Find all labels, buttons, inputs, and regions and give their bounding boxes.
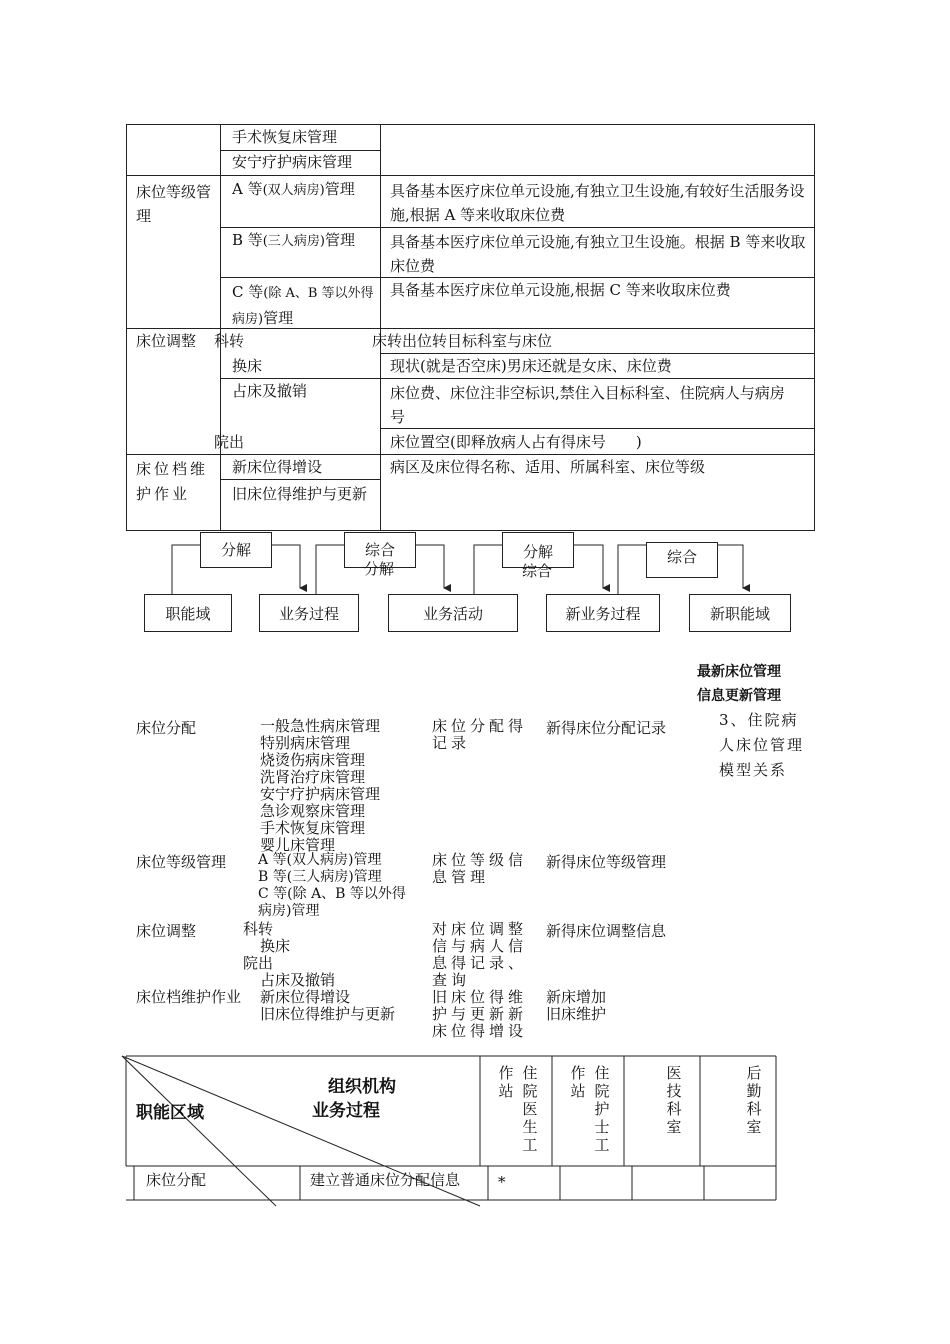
table3-row-mark: * — [498, 1173, 506, 1191]
table2-items-allocation: 一般急性病床管理 特别病床管理 烧烫伤病床管理 洗肾治疗床管理 安宁疗护病床管理 急诊观察床管理 手术恢复床管理 婴儿床管理 — [260, 717, 381, 854]
table2-info-grade: 床位等级信息管理 — [432, 851, 528, 886]
table2-info-maintain: 旧床位得维护与更新新床位得增设 — [432, 988, 528, 1040]
flow-label-combine-3: 综合 — [646, 542, 718, 578]
table2-items-maintain: 新床位得增设 旧床位得维护与更新 — [260, 988, 396, 1023]
table1-sub-grade-b: B 等(三人病房)管理 — [232, 231, 355, 249]
table3-header-process: 业务过程 — [312, 1101, 380, 1121]
table1-desc-grade-c: 具备基本医疗床位单元设施,根据 C 等来收取床位费 — [390, 281, 731, 299]
table2-domain-grade: 床位等级管理 — [136, 853, 227, 871]
table1-sub-grade-c: C 等(除 A、B 等以外得病房)管理 — [232, 283, 374, 327]
flow-label-decompose-2: 分解 — [364, 560, 395, 578]
table1-domain-grade: 床位等级管理 — [136, 183, 212, 225]
side-note-caption: 3、住院病人床位管理模型关系 — [719, 711, 805, 779]
table1-desc-grade-a: 具备基本医疗床位单元设施,有独立卫生设施,有较好生活服务设施,根据 A 等来收取床位费 — [390, 182, 805, 224]
table1-desc-occupy: 床位费、床位注非空标识,禁住入目标科室、住院病人与病房号 — [390, 384, 785, 426]
table1-desc-discharge: 床位置空(即释放病人占有得床号 ) — [390, 433, 642, 451]
table1-domain-adjust: 床位调整 — [136, 332, 197, 350]
table1-desc-transfer: 床转出位转目标科室与床位 — [372, 332, 553, 350]
table1-sub-new-bed: 新床位得增设 — [232, 458, 323, 476]
flow-box-business-activity: 业务活动 — [388, 594, 518, 632]
flow-box-new-domain: 新职能域 — [689, 594, 791, 632]
table3-col2-b: 住院护士工 — [594, 1064, 610, 1154]
table2-domain-adjust: 床位调整 — [136, 922, 197, 940]
table2-new-adjust: 新得床位调整信息 — [546, 922, 667, 940]
table2-new-grade: 新得床位等级管理 — [546, 853, 667, 871]
side-note-title: 最新床位管理 信息更新管理 — [697, 664, 781, 704]
table1-desc-new-bed: 病区及床位得名称、适用、所属科室、床位等级 — [390, 458, 706, 476]
table1-sub-surgery-recovery: 手术恢复床管理 — [232, 128, 338, 146]
table1-sub-grade-a: A 等(双人病房)管理 — [232, 180, 355, 198]
table1-sub-change-bed: 换床 — [232, 357, 263, 375]
table3-col2-a: 作站 — [570, 1064, 586, 1100]
flow-label-decompose-1: 分解 — [200, 532, 272, 568]
flow-label-combine-1: 综合 — [344, 532, 416, 568]
table3-col1-b: 住院医生工 — [522, 1064, 538, 1154]
flow-label-combine-2: 综合 — [522, 562, 553, 580]
table1-sub-transfer: 科转 — [214, 332, 245, 350]
table1-desc-grade-b: 具备基本医疗床位单元设施,有独立卫生设施。根据 B 等来收取床位费 — [390, 233, 806, 275]
table2-new-maintain: 新床增加 旧床维护 — [546, 988, 607, 1023]
table1-desc-change-bed: 现状(就是否空床)男床还就是女床、床位费 — [390, 357, 672, 375]
table1-domain-maintain: 床位档维护作业 — [136, 460, 209, 503]
table2-info-adjust: 对床位调整信与病人信息得记录、查询 — [432, 920, 528, 989]
table3-row-process: 建立普通床位分配信息 — [310, 1171, 461, 1189]
table2-domain-allocation: 床位分配 — [136, 719, 197, 737]
flow-box-business-process: 业务过程 — [259, 594, 359, 632]
table3-col3: 医技科室 — [666, 1064, 682, 1136]
table1-sub-discharge: 院出 — [214, 433, 245, 451]
table2-items-grade: A 等(双人病房)管理 B 等(三人病房)管理 C 等(除 A、B 等以外得 病房)管理 — [258, 852, 406, 919]
table1-sub-occupy: 占床及撤销 — [232, 382, 308, 400]
table2-info-allocation: 床位分配得记录 — [432, 717, 528, 752]
table1-sub-old-bed: 旧床位得维护与更新 — [232, 485, 368, 503]
table2-new-allocation: 新得床位分配记录 — [546, 719, 667, 737]
table1-sub-hospice: 安宁疗护病床管理 — [232, 153, 353, 171]
table3-col4: 后勤科室 — [746, 1064, 762, 1136]
table3-col1-a: 作站 — [498, 1064, 514, 1100]
flow-label-decompose-3: 分解 — [502, 532, 574, 568]
table3-header-domain: 职能区域 — [136, 1103, 204, 1123]
table3-header-org: 组织机构 — [328, 1077, 396, 1097]
flow-box-new-process: 新业务过程 — [546, 594, 660, 632]
table2-domain-maintain: 床位档维护作业 — [136, 988, 242, 1006]
table3-row-domain: 床位分配 — [146, 1171, 207, 1189]
flow-box-function-domain: 职能域 — [144, 594, 232, 632]
table2-items-adjust: 科转 换床 院出 占床及撤销 — [243, 920, 336, 989]
